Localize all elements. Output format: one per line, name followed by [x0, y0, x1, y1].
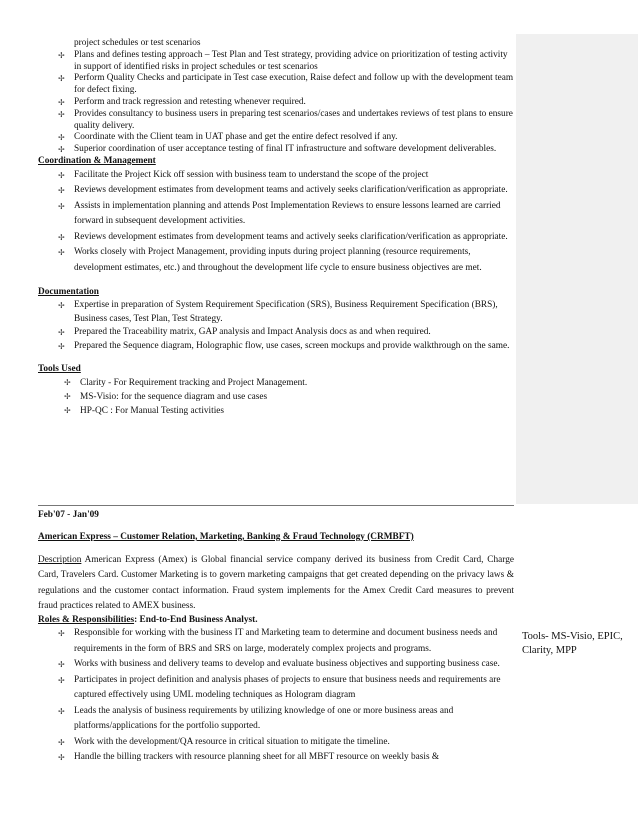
testing-item: [38, 109, 514, 133]
testing-item: [38, 132, 514, 144]
job-period: Feb'07 - Jan'09: [38, 510, 99, 520]
job-responsibility-item: [38, 750, 514, 766]
coordination-item: [38, 183, 514, 199]
roles-label: Roles & Responsibilities: [38, 614, 135, 625]
section-heading-coordination: Coordination & Management: [38, 155, 156, 166]
sidebar-column: [516, 34, 638, 504]
description-label: Description: [38, 554, 82, 565]
roles-value: : End-to-End Business Analyst.: [134, 614, 258, 625]
coordination-item: [38, 230, 514, 246]
list-item-text: Superior coordination of user acceptance testing of final IT infrastructure and software development deliverables.: [74, 144, 497, 155]
list-item-text: Work with the development/QA resource in critical situation to mitigate the timeline.: [74, 736, 390, 747]
bullet-icon: ✢: [58, 301, 65, 311]
bullet-icon: ✢: [58, 248, 65, 258]
list-item-text: Participates in project definition and analysis phases of projects to ensure that business needs and requirements are captured effectively using UML modeling techniques as Hologram diagram: [74, 674, 501, 701]
bullet-icon: ✢: [58, 186, 65, 196]
testing-list: [38, 50, 514, 156]
list-item-text: Plans and defines testing approach – Test Plan and Test strategy, providing advice on prioritization of testing activity in support of identified risks in project schedules or test scenarios: [74, 49, 508, 72]
bullet-icon: ✢: [58, 133, 65, 143]
job-responsibility-item: [38, 735, 514, 751]
coordination-item: [38, 168, 514, 184]
list-item-text: Facilitate the Project Kick off session with business team to understand the scope of the project: [74, 169, 429, 180]
bullet-icon: ✢: [58, 50, 65, 60]
bullet-icon: ✢: [64, 391, 71, 401]
job-responsibility-item: [38, 704, 514, 735]
job-section: [38, 510, 514, 766]
list-item-text: Provides consultancy to business users in preparing test scenarios/cases and undertakes reviews of test plans to ensure quality delivery.: [74, 108, 513, 131]
testing-item: [38, 97, 514, 109]
bullet-icon: ✢: [58, 201, 65, 211]
list-item-text: Reviews development estimates from development teams and actively seeks clarification/verification as appropriate.: [74, 231, 508, 242]
list-item-text: Perform and track regression and retesting whenever required.: [74, 96, 306, 107]
documentation-item: [38, 299, 514, 326]
list-item-text: Perform Quality Checks and participate in Test case execution, Raise defect and follow up with the development team for defect fixing.: [74, 73, 514, 96]
list-item-text: Prepared the Sequence diagram, Holographic flow, use cases, screen mockups and provide walkthrough on the same.: [74, 340, 510, 351]
section-heading-documentation: Documentation: [38, 287, 99, 298]
bullet-icon: ✢: [58, 97, 65, 107]
list-item-text: Expertise in preparation of System Requirement Specification (SRS), Business Requirement Specification (BRS), Business cases, Test Plan, Test Strategy.: [74, 300, 498, 324]
list-item-text: Assists in implementation planning and attends Post Implementation Reviews to ensure lessons learned are carried forward in subsequent development activities.: [74, 200, 501, 227]
list-item-text: HP-QC : For Manual Testing activities: [80, 405, 225, 416]
section-divider: [38, 505, 514, 506]
list-item-text: Reviews development estimates from development teams and actively seeks clarification/verification as appropriate.: [74, 185, 508, 196]
job-responsibility-item: [38, 673, 514, 704]
bullet-icon: ✢: [64, 377, 71, 387]
list-item-text: Responsible for working with the business IT and Marketing team to determine and document business needs and requirements in the form of BRS and SRS on large, moderately complex projects and programs.: [74, 628, 498, 654]
testing-item: [38, 73, 514, 97]
bullet-icon: ✢: [64, 405, 71, 415]
documentation-list: [38, 299, 514, 353]
job-responsibilities-list: [38, 626, 514, 766]
roles-line: [38, 615, 514, 627]
description-text: American Express (Amex) is Global financial service company derived its business from Credit Card, Charge Card, Travelers Card. Customer Marketing is to govern marketing campaigns that get created depending on the privacy laws & regulations and the customer contact information. Fraud system implements for the Amex Credit Card measures to prevent fraud practices related to AMEX business.: [38, 554, 514, 612]
list-item-text: Leads the analysis of business requirements by utilizing knowledge of one or more business areas and platforms/applications for the portfolio supported.: [74, 705, 454, 732]
job-client: American Express – Customer Relation, Marketing, Banking & Fraud Technology (CRMBFT): [38, 531, 414, 542]
job-description: [38, 553, 514, 615]
bullet-icon: ✢: [58, 109, 65, 119]
coordination-list: [38, 168, 514, 277]
bullet-icon: ✢: [58, 706, 65, 716]
list-item-text: Prepared the Traceability matrix, GAP analysis and Impact Analysis docs as and when required.: [74, 327, 431, 338]
bullet-icon: ✢: [58, 74, 65, 84]
job-responsibility-item: [38, 657, 514, 673]
list-item-text: Works with business and delivery teams to develop and evaluate business objectives and supporting business case.: [74, 659, 500, 670]
bullet-icon: ✢: [58, 660, 65, 670]
list-item-text: MS-Visio: for the sequence diagram and use cases: [80, 391, 268, 402]
bullet-icon: ✢: [58, 328, 65, 338]
bullet-icon: ✢: [58, 737, 65, 747]
documentation-item: [38, 340, 514, 354]
coordination-item: [38, 199, 514, 230]
bullet-icon: ✢: [58, 753, 65, 763]
bullet-icon: ✢: [58, 675, 65, 685]
bullet-icon: ✢: [58, 629, 65, 639]
tools-list: [38, 376, 514, 418]
bullet-icon: ✢: [58, 170, 65, 180]
testing-item: [38, 144, 514, 156]
coordination-item: [38, 245, 514, 276]
section-heading-tools: Tools Used: [38, 364, 81, 375]
continued-text: project schedules or test scenarios: [74, 38, 201, 48]
bullet-icon: ✢: [58, 341, 65, 351]
sidebar-tools-text: Tools- MS-Visio, EPIC, Clarity, MPP: [522, 631, 623, 656]
tools-item: [38, 404, 514, 418]
tools-item: [38, 376, 514, 390]
list-item-text: Clarity - For Requirement tracking and Project Management.: [80, 377, 308, 388]
list-item-text: Coordinate with the Client team in UAT phase and get the entire defect resolved if any.: [74, 132, 398, 143]
testing-item: [38, 50, 514, 74]
tools-item: [38, 390, 514, 404]
list-item-text: Works closely with Project Management, providing inputs during project planning (resource requirements, development estimates, etc.) and throughout the development life cycle to ensure business objectives are met.: [74, 247, 482, 273]
bullet-icon: ✢: [58, 232, 65, 242]
bullet-icon: ✢: [58, 145, 65, 155]
job-responsibility-item: [38, 626, 514, 657]
documentation-item: [38, 326, 514, 340]
list-item-text: Handle the billing trackers with resource planning sheet for all MBFT resource on weekly basis &: [74, 752, 440, 763]
main-column: [38, 38, 514, 418]
